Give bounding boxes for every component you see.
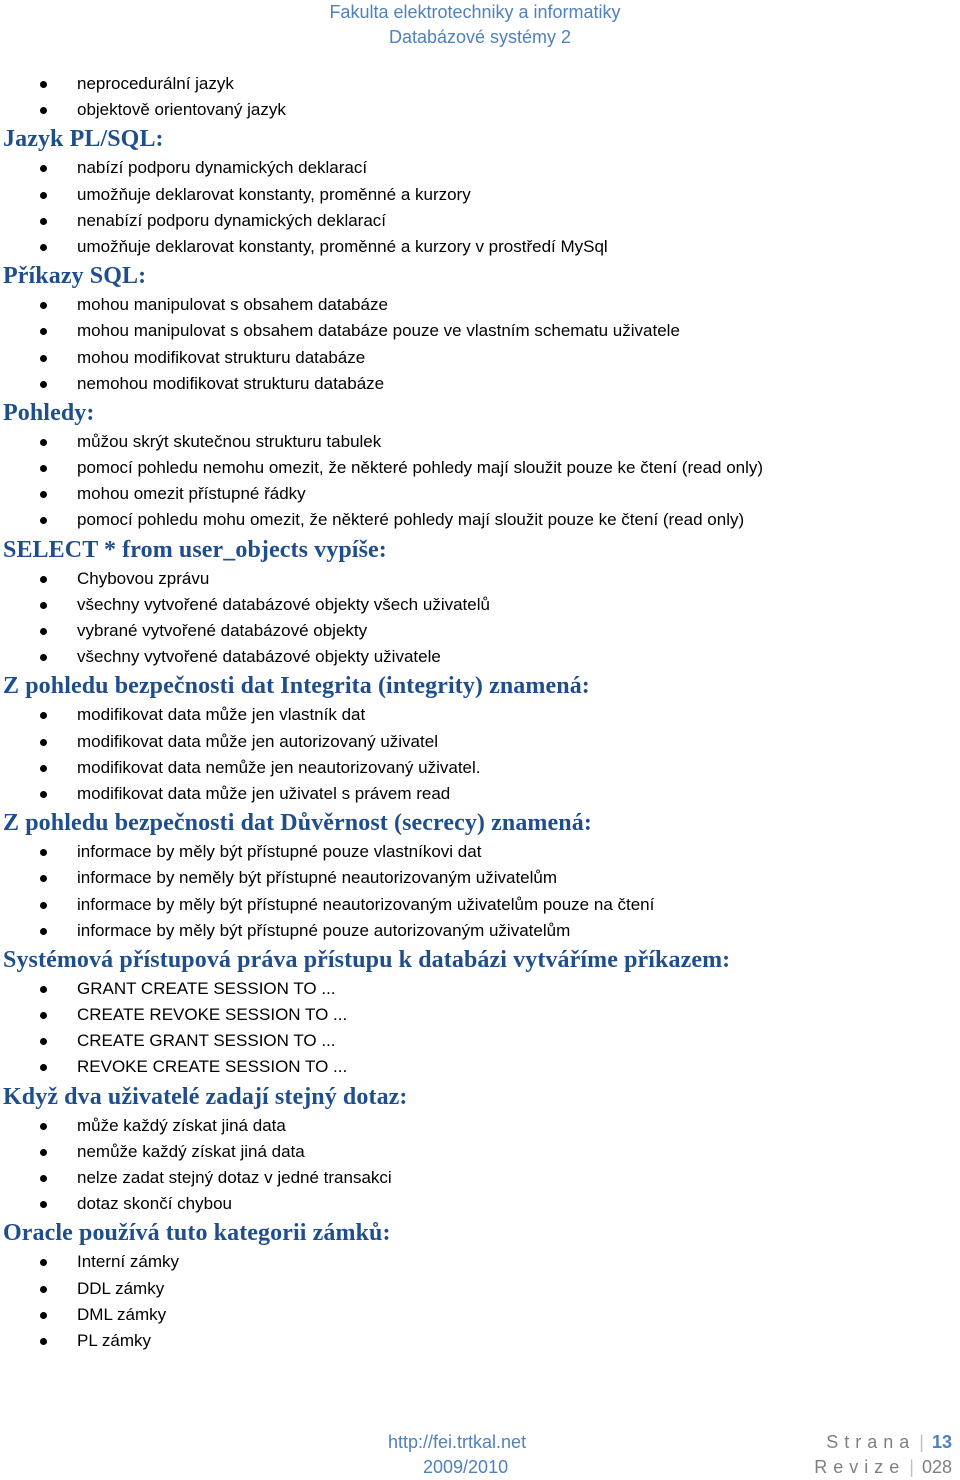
section-heading: Systémová přístupová práva přístupu k databázi vytváříme příkazem:: [3, 946, 731, 973]
list-item: modifikovat data může jen vlastník dat: [0, 702, 960, 728]
section-plsql: [0, 123, 960, 260]
list-item: mohou omezit přístupné řádky: [0, 481, 960, 507]
bullet-icon: [40, 928, 47, 935]
bullet-icon: [40, 244, 47, 251]
section-heading: Příkazy SQL:: [3, 263, 147, 290]
bullet-icon: [40, 576, 47, 583]
bullet-icon: [40, 1123, 47, 1130]
bullet-icon: [40, 355, 47, 362]
bullet-icon: [40, 1064, 47, 1071]
list-item: mohou manipulovat s obsahem databáze pouze ve vlastním schematu uživatele: [0, 318, 960, 344]
bullet-icon: [40, 1259, 47, 1266]
bullet-icon: [40, 1149, 47, 1156]
list-item: CREATE REVOKE SESSION TO ...: [0, 1002, 960, 1028]
header-course: Databázové systémy 2: [388, 27, 572, 47]
list-item: GRANT CREATE SESSION TO ...: [0, 976, 960, 1002]
answer-list: [0, 429, 960, 534]
bullet-icon: [40, 192, 47, 199]
bullet-icon: [40, 1286, 47, 1293]
section-heading: Z pohledu bezpečnosti dat Integrita (integrity) znamená:: [3, 673, 590, 700]
section-heading: Oracle používá tuto kategorii zámků:: [3, 1220, 391, 1247]
answer-list: [0, 566, 960, 671]
bullet-icon: [40, 328, 47, 335]
list-item: mohou modifikovat strukturu databáze: [0, 345, 960, 371]
list-item: nemůže každý získat jiná data: [0, 1139, 960, 1165]
list-item: REVOKE CREATE SESSION TO ...: [0, 1054, 960, 1080]
bullet-icon: [40, 1338, 47, 1345]
bullet-icon: [40, 1201, 47, 1208]
bullet-icon: [40, 791, 47, 798]
section-heading: SELECT * from user_objects vypíše:: [3, 536, 387, 563]
list-item: modifikovat data může jen autorizovaný uživatel: [0, 729, 960, 755]
bullet-icon: [40, 465, 47, 472]
section-heading: Z pohledu bezpečnosti dat Důvěrnost (secrecy) znamená:: [3, 810, 592, 837]
section-heading: Pohledy:: [3, 399, 95, 426]
bullet-icon: [40, 165, 47, 172]
section-integrity: [0, 670, 960, 807]
footer-page-number: [826, 1430, 952, 1454]
section-same-query: [0, 1081, 960, 1218]
bullet-icon: [40, 81, 47, 88]
answer-list: [0, 292, 960, 397]
list-item: mohou manipulovat s obsahem databáze: [0, 292, 960, 318]
answer-list: [0, 976, 960, 1081]
bullet-icon: [40, 491, 47, 498]
list-item: objektově orientovaný jazyk: [0, 97, 960, 123]
bullet-icon: [40, 381, 47, 388]
section-heading: Jazyk PL/SQL:: [3, 126, 164, 153]
bullet-icon: [40, 1312, 47, 1319]
bullet-icon: [40, 1038, 47, 1045]
document-body: [0, 71, 960, 1354]
answer-list: [0, 1249, 960, 1354]
list-item: umožňuje deklarovat konstanty, proměnné a kurzory: [0, 182, 960, 208]
bullet-icon: [40, 107, 47, 114]
list-item: můžou skrýt skutečnou strukturu tabulek: [0, 429, 960, 455]
list-item: vybrané vytvořené databázové objekty: [0, 618, 960, 644]
list-item: modifikovat data může jen uživatel s právem read: [0, 781, 960, 807]
list-item: všechny vytvořené databázové objekty všech uživatelů: [0, 592, 960, 618]
section-heading: Když dva uživatelé zadají stejný dotaz:: [3, 1083, 408, 1110]
page-number: 13: [931, 1432, 952, 1452]
list-item: neprocedurální jazyk: [0, 71, 960, 97]
footer-revision: [814, 1455, 952, 1479]
footer-separator: |: [909, 1457, 914, 1477]
answer-list: [0, 702, 960, 807]
list-item: Chybovou zprávu: [0, 566, 960, 592]
bullet-icon: [40, 218, 47, 225]
list-item: informace by měly být přístupné neautorizovaným uživatelům pouze na čtení: [0, 892, 960, 918]
list-item: nemohou modifikovat strukturu databáze: [0, 371, 960, 397]
list-item: nenabízí podporu dynamických deklarací: [0, 208, 960, 234]
list-item: nelze zadat stejný dotaz v jedné transakci: [0, 1165, 960, 1191]
page-label: Strana: [826, 1432, 916, 1452]
list-item: může každý získat jiná data: [0, 1113, 960, 1139]
revision-label: Revize: [814, 1457, 906, 1477]
revision-number: 028: [921, 1457, 952, 1477]
bullet-icon: [40, 849, 47, 856]
bullet-icon: [40, 1012, 47, 1019]
section-select-user-objects: [0, 534, 960, 671]
list-item: nabízí podporu dynamických deklarací: [0, 155, 960, 181]
page-header: [0, 0, 960, 50]
footer-year: 2009/2010: [423, 1457, 509, 1477]
bullet-icon: [40, 602, 47, 609]
footer-separator: |: [919, 1432, 924, 1452]
list-item: dotaz skončí chybou: [0, 1191, 960, 1217]
bullet-icon: [40, 902, 47, 909]
section-system-privileges: [0, 944, 960, 1081]
bullet-icon: [40, 439, 47, 446]
list-item: informace by neměly být přístupné neautorizovaným uživatelům: [0, 865, 960, 891]
list-item: informace by měly být přístupné pouze autorizovaným uživatelům: [0, 918, 960, 944]
bullet-icon: [40, 765, 47, 772]
bullet-icon: [40, 712, 47, 719]
bullet-icon: [40, 986, 47, 993]
list-item: pomocí pohledu mohu omezit, že některé pohledy mají sloužit pouze ke čtení (read only): [0, 507, 960, 533]
list-item: CREATE GRANT SESSION TO ...: [0, 1028, 960, 1054]
bullet-icon: [40, 1175, 47, 1182]
list-item: PL zámky: [0, 1328, 960, 1354]
footer-website-link[interactable]: http://fei.trtkal.net: [388, 1432, 527, 1452]
list-item: DML zámky: [0, 1302, 960, 1328]
list-item: Interní zámky: [0, 1249, 960, 1275]
bullet-icon: [40, 302, 47, 309]
list-item: pomocí pohledu nemohu omezit, že některé pohledy mají sloužit pouze ke čtení (read only): [0, 455, 960, 481]
bullet-icon: [40, 875, 47, 882]
list-item: umožňuje deklarovat konstanty, proměnné a kurzory v prostředí MySql: [0, 234, 960, 260]
list-item: všechny vytvořené databázové objekty uživatele: [0, 644, 960, 670]
list-item: DDL zámky: [0, 1276, 960, 1302]
bullet-icon: [40, 517, 47, 524]
bullet-icon: [40, 654, 47, 661]
answer-list: [0, 1113, 960, 1218]
section-sql-commands: [0, 260, 960, 397]
answer-list: [0, 155, 960, 260]
answer-list: [0, 839, 960, 944]
section-views: [0, 397, 960, 534]
list-item: modifikovat data nemůže jen neautorizovaný uživatel.: [0, 755, 960, 781]
section-secrecy: [0, 807, 960, 944]
section-oracle-locks: [0, 1217, 960, 1354]
header-faculty: Fakulta elektrotechniky a informatiky: [329, 2, 621, 22]
bullet-icon: [40, 628, 47, 635]
intro-list: [0, 71, 960, 123]
bullet-icon: [40, 739, 47, 746]
list-item: informace by měly být přístupné pouze vlastníkovi dat: [0, 839, 960, 865]
